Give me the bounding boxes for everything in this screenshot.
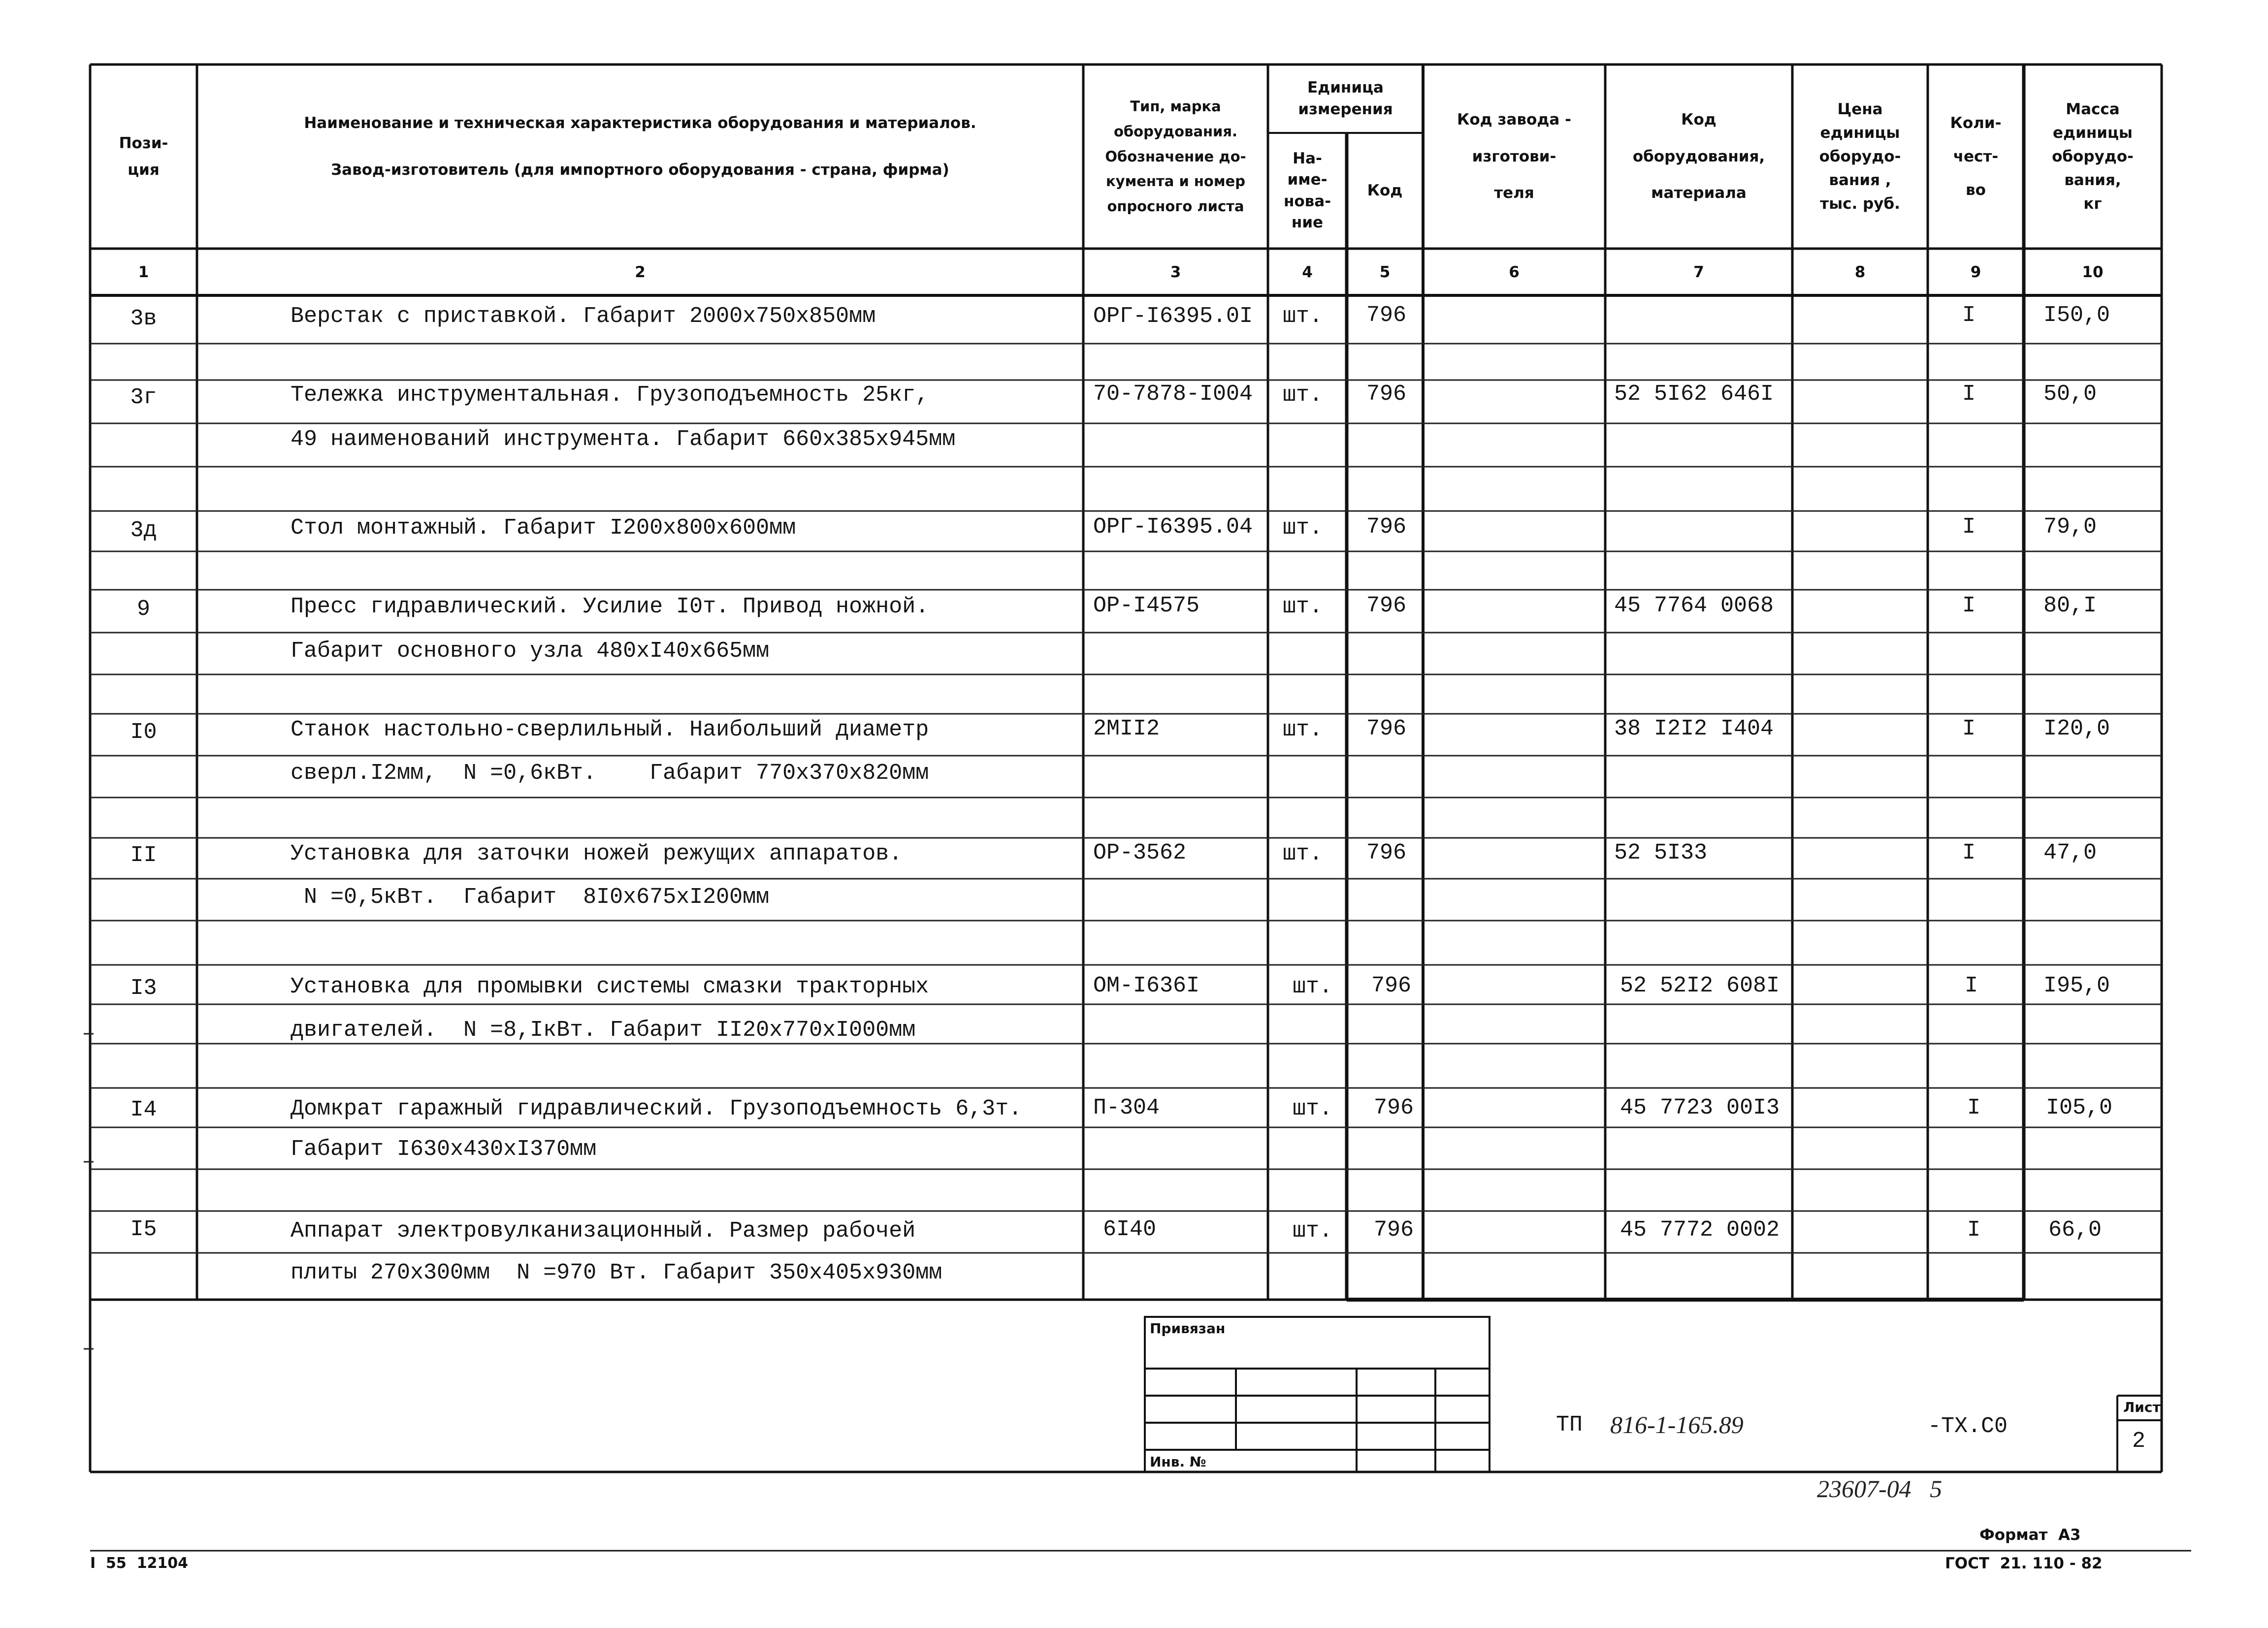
header-unit-name: На- име- нова- ние bbox=[1283, 149, 1331, 231]
table-row-equipment-code: 52 5I62 646I bbox=[1614, 382, 1774, 407]
table-row-name: Станок настольно-сверлильный. Наибольший диаметр bbox=[291, 717, 929, 742]
table-row-qty: I bbox=[1965, 973, 1978, 998]
table-row-type: 6I40 bbox=[1103, 1217, 1157, 1242]
format-label: Формат А3 bbox=[1979, 1526, 2081, 1544]
table-row-name-cont: двигателей. N =8,IкВт. Габарит II20х770хI000мм bbox=[291, 1018, 916, 1043]
table-row-name: Верстак с приставкой. Габарит 2000х750х850мм bbox=[291, 304, 876, 329]
table-row-unit: шт. bbox=[1293, 1218, 1333, 1244]
table-row-name: Стол монтажный. Габарит I200х800х600мм bbox=[291, 515, 796, 541]
table-row-mass: 80,I bbox=[2043, 593, 2097, 618]
table-row-qty: I bbox=[1962, 514, 1976, 540]
header-quantity: Коли- чест- во bbox=[1950, 114, 2002, 199]
header-position: Пози- ция bbox=[119, 134, 168, 179]
table-row-position: I3 bbox=[130, 976, 157, 1001]
table-row-type: 2МII2 bbox=[1093, 716, 1160, 741]
col-number-10: 10 bbox=[2082, 263, 2104, 281]
table-row-name-cont: 49 наименований инструмента. Габарит 660х385х945мм bbox=[291, 427, 956, 452]
col-number-7: 7 bbox=[1693, 263, 1704, 281]
table-row-unit-code: 796 bbox=[1366, 716, 1407, 741]
table-row-position: I4 bbox=[130, 1097, 157, 1122]
table-row-type: ОР-I4575 bbox=[1093, 593, 1200, 618]
table-row-mass: 79,0 bbox=[2043, 514, 2097, 540]
table-row-unit: шт. bbox=[1283, 515, 1323, 541]
table-row-equipment-code: 38 I2I2 I404 bbox=[1614, 716, 1774, 741]
table-row-mass: I20,0 bbox=[2043, 716, 2110, 741]
table-row-position: I5 bbox=[130, 1217, 157, 1242]
col-number-2: 2 bbox=[635, 263, 646, 281]
table-row-name: Тележка инструментальная. Грузоподъемность 25кг, bbox=[291, 383, 929, 408]
table-row-mass: I05,0 bbox=[2046, 1095, 2113, 1120]
table-row-name: Аппарат электровулканизационный. Размер рабочей bbox=[291, 1218, 916, 1244]
table-row-type: ОМ-I636I bbox=[1093, 973, 1200, 998]
table-row-type: 70-7878-I004 bbox=[1093, 382, 1253, 407]
header-name-line1: Наименование и техническая характеристика оборудования и материалов. bbox=[304, 114, 976, 132]
col-number-6: 6 bbox=[1509, 263, 1520, 281]
table-row-mass: 66,0 bbox=[2048, 1217, 2102, 1243]
table-row-mass: 47,0 bbox=[2043, 840, 2097, 865]
col-number-9: 9 bbox=[1970, 263, 1981, 281]
table-row-mass: I50,0 bbox=[2043, 303, 2110, 328]
col-number-8: 8 bbox=[1854, 263, 1866, 281]
table-row-unit-code: 796 bbox=[1366, 840, 1407, 865]
stamp-inventory-label: Инв. № bbox=[1150, 1454, 1206, 1470]
col-number-5: 5 bbox=[1379, 263, 1391, 281]
table-row-position: 3д bbox=[130, 518, 157, 543]
table-row-name: Домкрат гаражный гидравлический. Грузоподъемность 6,3т. bbox=[291, 1096, 1022, 1121]
table-row-unit: шт. bbox=[1283, 304, 1323, 329]
col-number-4: 4 bbox=[1302, 263, 1313, 281]
table-row-unit: шт. bbox=[1293, 974, 1333, 999]
document-prefix: ТП bbox=[1556, 1412, 1583, 1437]
table-row-unit-code: 796 bbox=[1366, 382, 1407, 407]
table-row-unit-code: 796 bbox=[1374, 1217, 1414, 1243]
table-row-position: I0 bbox=[130, 720, 157, 745]
sheet-number: 2 bbox=[2132, 1429, 2146, 1454]
table-row-type: ОРГ-I6395.04 bbox=[1093, 514, 1253, 540]
table-row-position: 3г bbox=[130, 385, 157, 410]
table-row-qty: I bbox=[1962, 840, 1976, 865]
col-number-1: 1 bbox=[138, 263, 149, 281]
table-row-equipment-code: 45 7764 0068 bbox=[1614, 593, 1774, 618]
table-row-equipment-code: 45 7772 0002 bbox=[1620, 1217, 1780, 1243]
table-row-qty: I bbox=[1962, 303, 1976, 328]
table-row-qty: I bbox=[1962, 716, 1976, 741]
table-row-equipment-code: 52 52I2 608I bbox=[1620, 973, 1780, 998]
document-suffix: -ТХ.С0 bbox=[1928, 1414, 2008, 1439]
table-row-position: 9 bbox=[136, 597, 150, 622]
table-row-name-cont: Габарит I630х430хI370мм bbox=[291, 1137, 597, 1162]
table-row-type: ОРГ-I6395.0I bbox=[1093, 304, 1253, 329]
table-row-position: II bbox=[130, 843, 157, 868]
gost-label: ГОСТ 21. 110 - 82 bbox=[1945, 1555, 2103, 1572]
table-row-name: Установка для заточки ножей режущих аппаратов. bbox=[291, 841, 903, 866]
header-unit: Единица измерения bbox=[1298, 79, 1393, 118]
table-row-unit: шт. bbox=[1283, 841, 1323, 866]
table-row-qty: I bbox=[1962, 593, 1976, 618]
col-number-3: 3 bbox=[1170, 263, 1181, 281]
table-row-name-cont: Габарит основного узла 480хI40х665мм bbox=[291, 638, 770, 664]
sheet-label: Лист bbox=[2123, 1399, 2161, 1415]
table-row-name: Пресс гидравлический. Усилие I0т. Привод ножной. bbox=[291, 594, 929, 619]
table-row-position: 3в bbox=[130, 306, 157, 331]
table-row-unit-code: 796 bbox=[1371, 973, 1412, 998]
table-row-equipment-code: 45 7723 00I3 bbox=[1620, 1095, 1780, 1120]
table-row-type: ОР-3562 bbox=[1093, 840, 1187, 865]
header-price: Цена единицы оборудо- вания , тыс. руб. bbox=[1819, 100, 1901, 213]
table-row-equipment-code: 52 5I33 bbox=[1614, 840, 1708, 865]
table-row-unit-code: 796 bbox=[1366, 514, 1407, 540]
table-row-name-cont: N =0,5кВт. Габарит 8I0х675хI200мм bbox=[291, 885, 770, 910]
header-unit-code: Код bbox=[1367, 182, 1403, 200]
stamp-privyazan-label: Привязан bbox=[1150, 1320, 1226, 1337]
table-row-unit: шт. bbox=[1293, 1096, 1333, 1121]
table-row-unit: шт. bbox=[1283, 594, 1323, 619]
table-row-mass: 50,0 bbox=[2043, 382, 2097, 407]
table-row-mass: I95,0 bbox=[2043, 973, 2110, 998]
table-row-unit: шт. bbox=[1283, 717, 1323, 742]
table-row-qty: I bbox=[1962, 382, 1976, 407]
header-mass: Масса единицы оборудо- вания, кг bbox=[2052, 100, 2134, 213]
header-type: Тип, марка оборудования. Обозначение до- кумента и номер опросного листа bbox=[1105, 98, 1246, 215]
table-row-qty: I bbox=[1967, 1217, 1981, 1243]
table-row-qty: I bbox=[1967, 1095, 1981, 1120]
header-equipment-code: Код оборудования, материала bbox=[1632, 111, 1765, 202]
table-row-unit-code: 796 bbox=[1366, 593, 1407, 618]
table-row-unit-code: 796 bbox=[1374, 1095, 1414, 1120]
table-row-type: П-304 bbox=[1093, 1095, 1160, 1120]
table-row-name-cont: сверл.I2мм, N =0,6кВт. Габарит 770х370х820мм bbox=[291, 761, 929, 786]
table-row-unit-code: 796 bbox=[1366, 303, 1407, 328]
table-row-unit: шт. bbox=[1283, 383, 1323, 408]
table-row-name: Установка для промывки системы смазки тракторных bbox=[291, 974, 929, 999]
handwritten-inventory-number: 23607-04 5 bbox=[1817, 1475, 1943, 1502]
left-code: I 55 12104 bbox=[90, 1555, 189, 1572]
document-number: 816-1-165.89 bbox=[1610, 1411, 1744, 1438]
table-row-name-cont: плиты 270х300мм N =970 Вт. Габарит 350х405х930мм bbox=[291, 1260, 942, 1285]
header-factory-code: Код завода - изготови- теля bbox=[1457, 111, 1571, 202]
header-name-line2: Завод-изготовитель (для импортного оборудования - страна, фирма) bbox=[331, 160, 949, 179]
